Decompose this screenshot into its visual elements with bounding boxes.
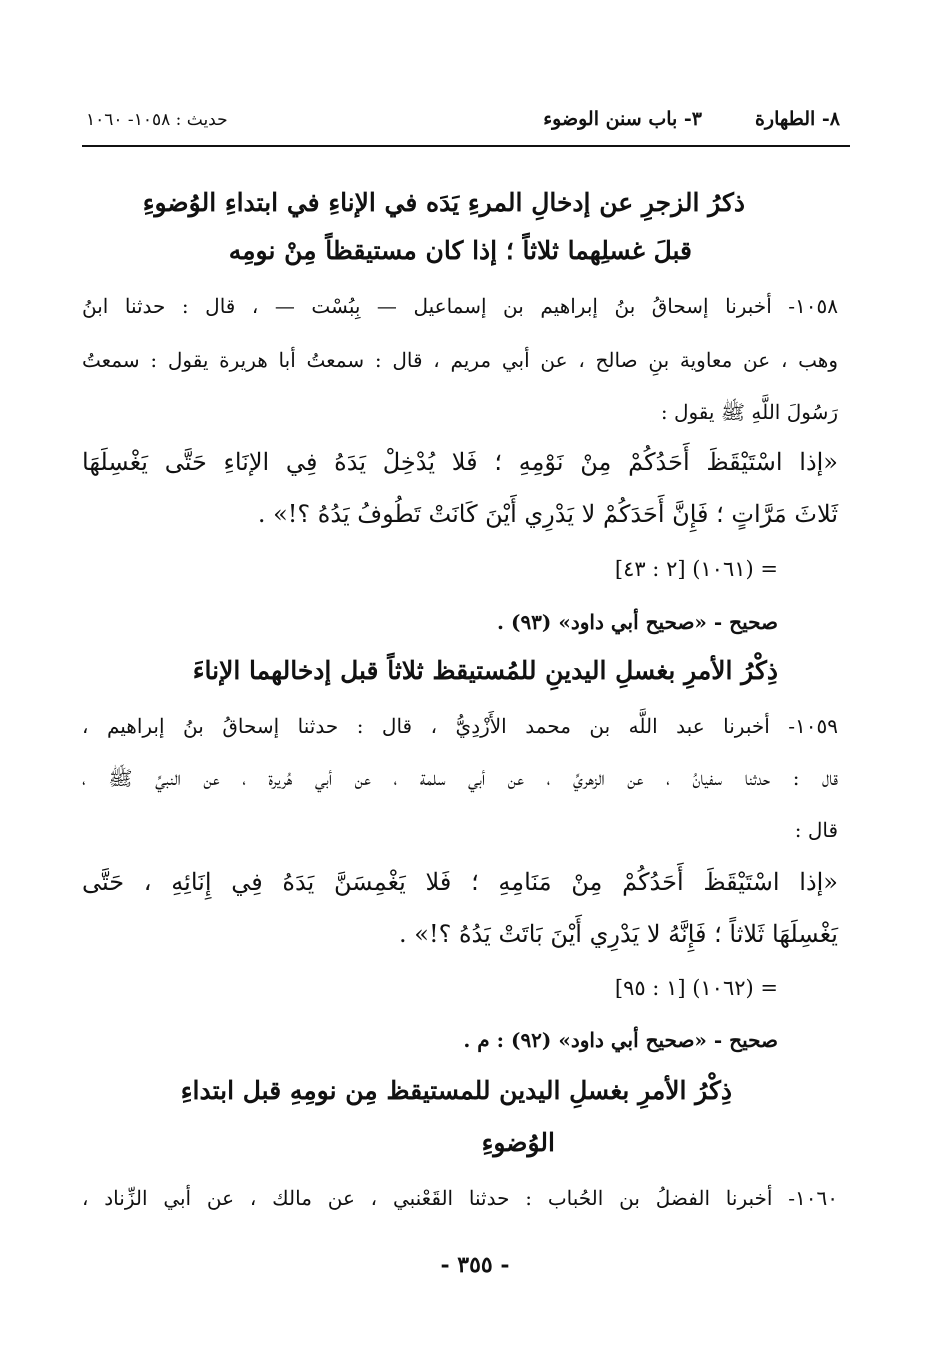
isnad-line: ١٠٦٠- أخبرنا الفضلُ بن الحُباب : حدثنا القَعْنبي ، عن مالك ، عن أبي الزِّناد ، bbox=[82, 1186, 838, 1210]
section-heading: ذِكْرُ الأمرِ بغسلِ اليدين للمستيقظ مِن نومِهِ قبل ابتداءِ bbox=[180, 1076, 732, 1105]
grade-note: صحيح - «صحيح أبي داود» (٩٣) . bbox=[497, 610, 778, 634]
grade-note: صحيح - «صحيح أبي داود» (٩٢) : م . bbox=[463, 1028, 778, 1052]
isnad-line: وهب ، عن معاوية بنِ صالح ، عن أبي مريم ، قال : سمعتُ أبا هريرة يقول : سمعتُ bbox=[82, 348, 838, 372]
matn-line: «إذا اسْتَيْقَظَ أَحَدُكُمْ مِنْ مَنَامِهِ ؛ فَلا يَغْمِسَنَّ يَدَهُ فِي إِنَائِهِ ، حَتَّى bbox=[82, 868, 838, 896]
header-book-title: ٨- الطهارة bbox=[754, 108, 840, 130]
isnad-line: قال : bbox=[794, 818, 838, 842]
isnad-line: ١٠٥٩- أخبرنا عبد اللَّه بن محمد الأَزْدِيُّ ، قال : حدثنا إسحاقُ بنُ إبراهيم ، bbox=[82, 714, 838, 738]
isnad-line: ١٠٥٨- أخبرنا إسحاقُ بنُ إبراهيم بن إسماعيل — بِبُسْت — ، قال : حدثنا ابنُ bbox=[82, 294, 838, 318]
matn-line: ثَلاثَ مَرَّاتٍ ؛ فَإِنَّ أَحَدَكُمْ لا يَدْرِي أَيْنَ كَانَتْ تَطُوفُ يَدُهُ ؟!» . bbox=[257, 500, 838, 528]
cross-reference: = (١٠٦٢) [١ : ٩٥] bbox=[614, 976, 778, 1000]
cross-reference: = (١٠٦١) [٢ : ٤٣] bbox=[614, 557, 778, 581]
isnad-line: رَسُولَ اللَّهِ ﷺ يقول : bbox=[660, 400, 838, 424]
header-rule bbox=[82, 145, 850, 147]
section-heading: الوُضوءِ bbox=[481, 1128, 555, 1157]
page-number: - ٣٥٥ - bbox=[440, 1252, 510, 1278]
matn-line: «إذا اسْتَيْقَظَ أَحَدُكُمْ مِنْ نَوْمِهِ ؛ فَلا يُدْخِلْ يَدَهُ فِي الإنَاءِ حَتَّى يَغْسِلَهَا bbox=[82, 448, 838, 476]
header-hadith-range: حديث : ١٠٥٨- ١٠٦٠ bbox=[86, 110, 228, 130]
isnad-line: قال : حدثنا سفيانُ ، عن الزهريِّ ، عن أبي سلمة ، عن أبي هُريرة ، عن النبيِّ ﷺ ، bbox=[82, 766, 838, 790]
section-heading: ذكرُ الزجرِ عن إدخالِ المرءِ يَدَه في الإناءِ في ابتداءِ الوُضوءِ bbox=[142, 188, 745, 217]
section-heading: ذِكْرُ الأمرِ بغسلِ اليدينِ للمُستيقظ ثلاثاً قبل إدخالهما الإناءَ bbox=[192, 656, 778, 685]
section-heading: قبلَ غسلِهما ثلاثاً ؛ إذا كان مستيقظاً مِنْ نومِه bbox=[228, 236, 692, 265]
matn-line: يَغْسِلَهَا ثَلاثاً ؛ فَإِنَّهُ لا يَدْرِي أَيْنَ بَاتَتْ يَدُهُ ؟!» . bbox=[399, 920, 838, 948]
header-chapter-title: ٣- باب سنن الوضوء bbox=[543, 108, 702, 130]
